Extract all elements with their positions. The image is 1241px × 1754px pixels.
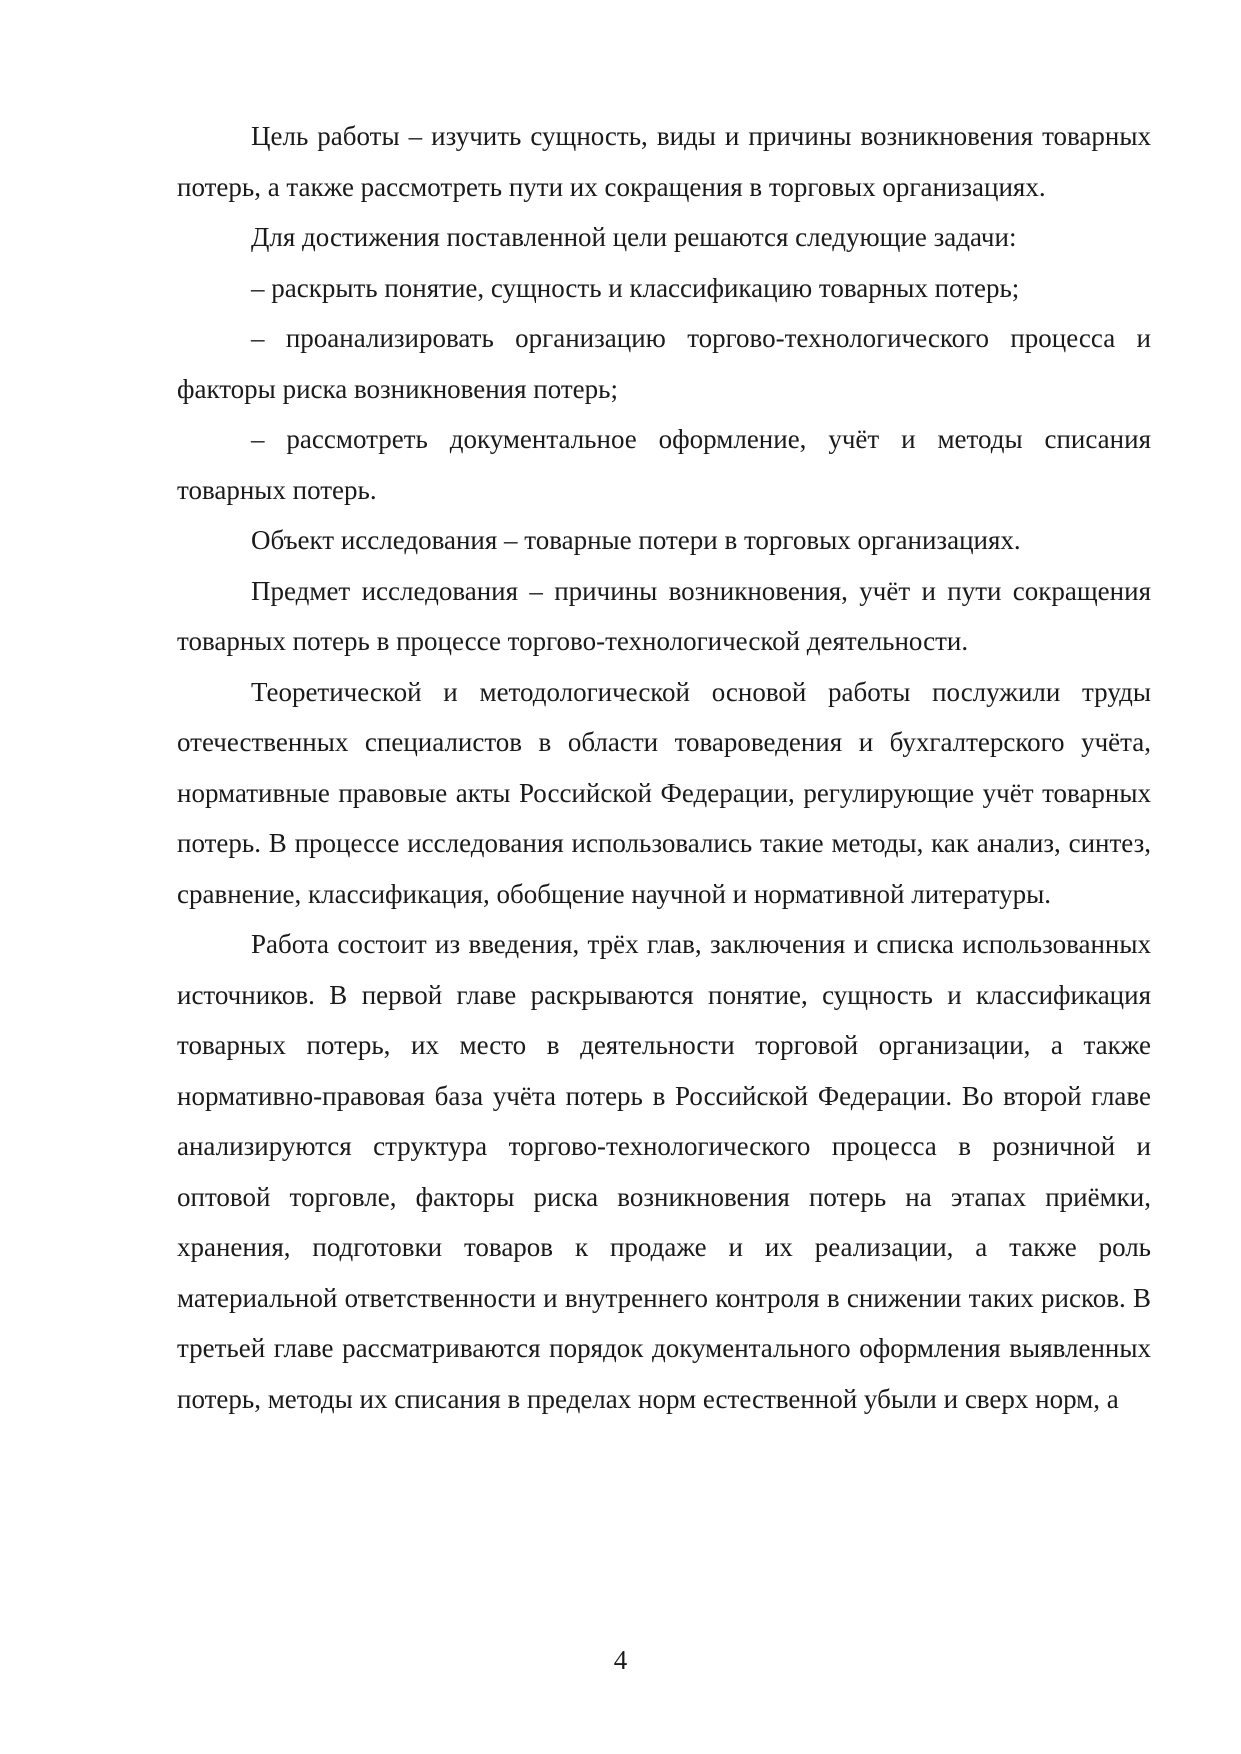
paragraph-subject: Предмет исследования – причины возникновения, учёт и пути сокращения товарных потерь в процессе торгово-технологической деятельности.: [177, 575, 1151, 656]
paragraph-task-2: – проанализировать организацию торгово-технологического процесса и факторы риска возникновения потерь;: [177, 323, 1151, 404]
paragraph-task-1: – раскрыть понятие, сущность и классификацию товарных потерь;: [251, 272, 1020, 303]
page-number: 4: [613, 1645, 628, 1675]
paragraph-object: Объект исследования – товарные потери в торговых организациях.: [251, 525, 1021, 555]
paragraph-task-3: – рассмотреть документальное оформление, учёт и методы списания товарных потерь.: [177, 424, 1151, 505]
paragraph-structure: Работа состоит из введения, трёх глав, заключения и списка использованных источников. В первой главе раскрываются понятие, сущность и классификация товарных потерь, их место в деятельности торговой организации, а также нормативно-правовая база учёта потерь в Российской Федерации. Во второй главе анализируются структура торгово-технологического процесса в розничной и оптовой торговле, факторы риска возникновения потерь на этапах приёмки, хранения, подготовки товаров к продаже и их реализации, а также роль материальной ответственности и внутреннего контроля в снижении таких рисков. В третьей главе рассматриваются порядок документального оформления выявленных потерь, методы их списания в пределах норм естественной убыли и сверх норм, а: [177, 929, 1151, 1414]
body-text: [177, 111, 1151, 1424]
paragraph-methodology: Теоретической и методологической основой работы послужили труды отечественных специалистов в области товароведения и бухгалтерского учёта, нормативные правовые акты Российской Федерации, регулирующие учёт товарных потерь. В процессе исследования использовались такие методы, как анализ, синтез, сравнение, классификация, обобщение научной и нормативной литературы.: [177, 676, 1151, 909]
paragraph-goal: Цель работы – изучить сущность, виды и причины возникновения товарных потерь, а также рассмотреть пути их сокращения в торговых организациях.: [177, 121, 1151, 202]
paragraph-tasks-intro: Для достижения поставленной цели решаются следующие задачи:: [251, 222, 1017, 252]
